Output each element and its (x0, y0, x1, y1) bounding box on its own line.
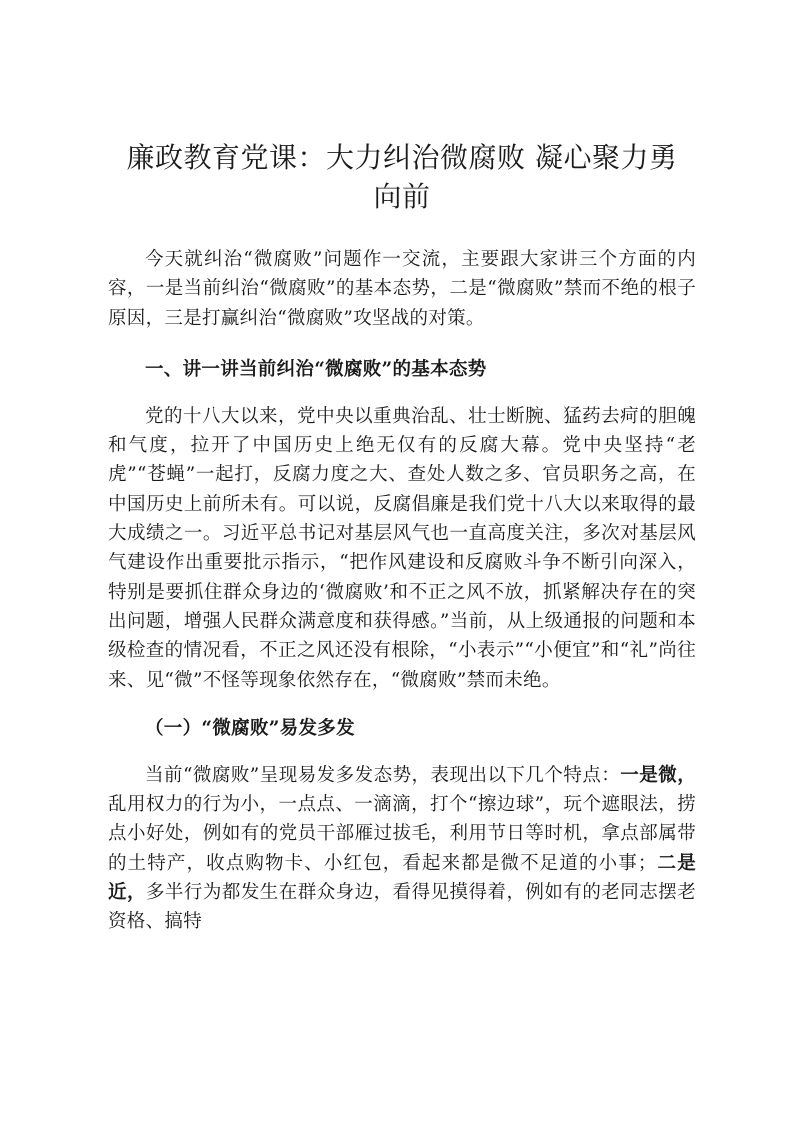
subsection-1-paragraph (108, 761, 696, 937)
section-1-paragraph: 党的十八大以来，党中央以重典治乱、壮士断腕、猛药去疴的胆魄和气度，拉开了中国历史上绝无仅有的反腐大幕。党中央坚持“老虎”“苍蝇”一起打，反腐力度之大、查处人数之多、官员职务之高，在中国历史上前所未有。可以说，反腐倡廉是我们党十八大以来取得的最大成绩之一。习近平总书记对基层风气也一直高度关注，多次对基层风气建设作出重要批示指示，“把作风建设和反腐败斗争不断引向深入，特别是要抓住群众身边的‘微腐败’和不正之风不放，抓紧解决存在的突出问题，增强人民群众满意度和获得感。”当前，从上级通报的问题和本级检查的情况看，不正之风还没有根除，“小表示”“小便宜”和“礼”尚往来、见“微”不怪等现象依然存在，“微腐败”禁而未绝。 (108, 405, 696, 691)
subsection-heading-1: （一）“微腐败”易发多发 (145, 717, 355, 739)
point-1-text: 乱用权力的行为小，一点点、一滴滴，打个“擦边球”，玩个遮眼法，捞点小好处，例如有的党员干部雁过拔毛，利用节日等时机，拿点部属带的土特产，收点购物卡、小红包，看起来都是微不足道的小事； (108, 794, 696, 874)
document-page (108, 138, 696, 937)
subsection-lead: 当前“微腐败”呈现易发多发态势，表现出以下几个特点： (145, 764, 621, 786)
document-title: 廉政教育党课：大力纠治微腐败 凝心聚力勇向前 (126, 141, 678, 213)
point-2-text: 多半行为都发生在群众身边，看得见摸得着，例如有的老同志摆老资格、搞特 (108, 882, 696, 933)
point-1-label: 一是微， (620, 764, 697, 786)
intro-paragraph: 今天就纠治“微腐败”问题作一交流，主要跟大家讲三个方面的内容，一是当前纠治“微腐败”的基本态势，二是“微腐败”禁而不绝的根子原因，三是打赢纠治“微腐败”攻坚战的对策。 (108, 249, 696, 329)
point-2-label: 二是近， (108, 852, 696, 904)
section-heading-1: 一、讲一讲当前纠治“微腐败”的基本态势 (145, 358, 487, 380)
